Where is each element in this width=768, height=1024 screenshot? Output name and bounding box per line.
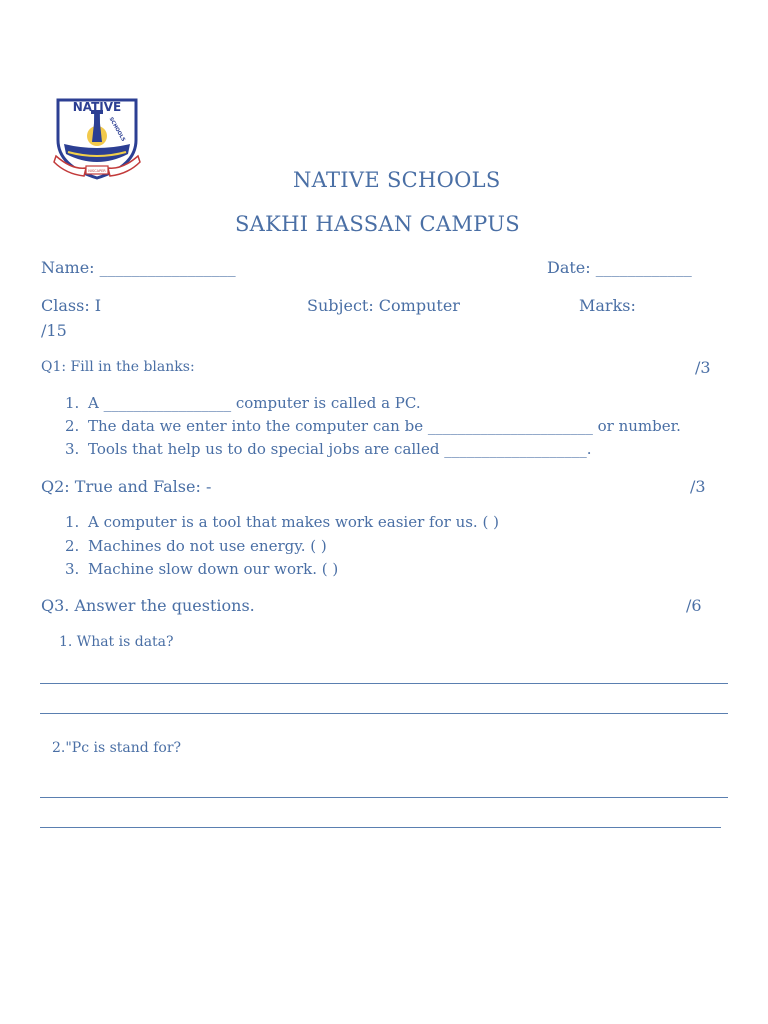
answer-line: [40, 827, 721, 828]
logo-ribbon-text: NISCAPER: [88, 169, 106, 173]
name-field: Name: _________________: [41, 258, 236, 277]
q1-item-text: Tools that help us to do special jobs are called ___________________.: [88, 440, 592, 458]
q2-marks: /3: [690, 477, 706, 496]
q1-item-number: 1.: [65, 394, 80, 412]
marks-label: Marks:: [579, 296, 636, 315]
class-field: Class: I: [41, 296, 102, 315]
q1-item-number: 2.: [65, 417, 80, 435]
campus-title: SAKHI HASSAN CAMPUS: [235, 212, 520, 236]
school-title: NATIVE SCHOOLS: [293, 168, 501, 192]
q3-question: 1. What is data?: [59, 634, 174, 650]
logo-top-text: NATIVE: [72, 100, 122, 114]
q1-item-text: The data we enter into the computer can be ______________________ or number.: [88, 417, 681, 435]
q2-item-number: 3.: [65, 560, 80, 578]
school-logo: [52, 96, 142, 180]
logo-mid-text: SCHOOLS: [107, 116, 127, 143]
answer-line: [40, 683, 728, 684]
subject-field: Subject: Computer: [307, 296, 460, 315]
q2-item-text: Machine slow down our work. ( ): [88, 560, 339, 578]
date-field: Date: ____________: [547, 258, 692, 277]
q3-marks: /6: [686, 596, 702, 615]
q2-item-number: 1.: [65, 513, 80, 531]
q3-title: Q3. Answer the questions.: [41, 596, 255, 615]
q1-item-text: A _________________ computer is called a PC.: [88, 394, 421, 412]
q2-title: Q2: True and False: -: [41, 477, 212, 496]
q1-item-number: 3.: [65, 440, 80, 458]
q2-item-text: A computer is a tool that makes work easier for us. ( ): [88, 513, 499, 531]
q1-marks: /3: [695, 358, 711, 377]
q2-item-number: 2.: [65, 537, 80, 555]
answer-line: [40, 797, 728, 798]
q2-item-text: Machines do not use energy. ( ): [88, 537, 327, 555]
q1-title: Q1: Fill in the blanks:: [41, 359, 195, 375]
marks-total: /15: [41, 321, 67, 340]
answer-line: [40, 713, 728, 714]
q3-question: 2."Pc is stand for?: [52, 740, 182, 756]
